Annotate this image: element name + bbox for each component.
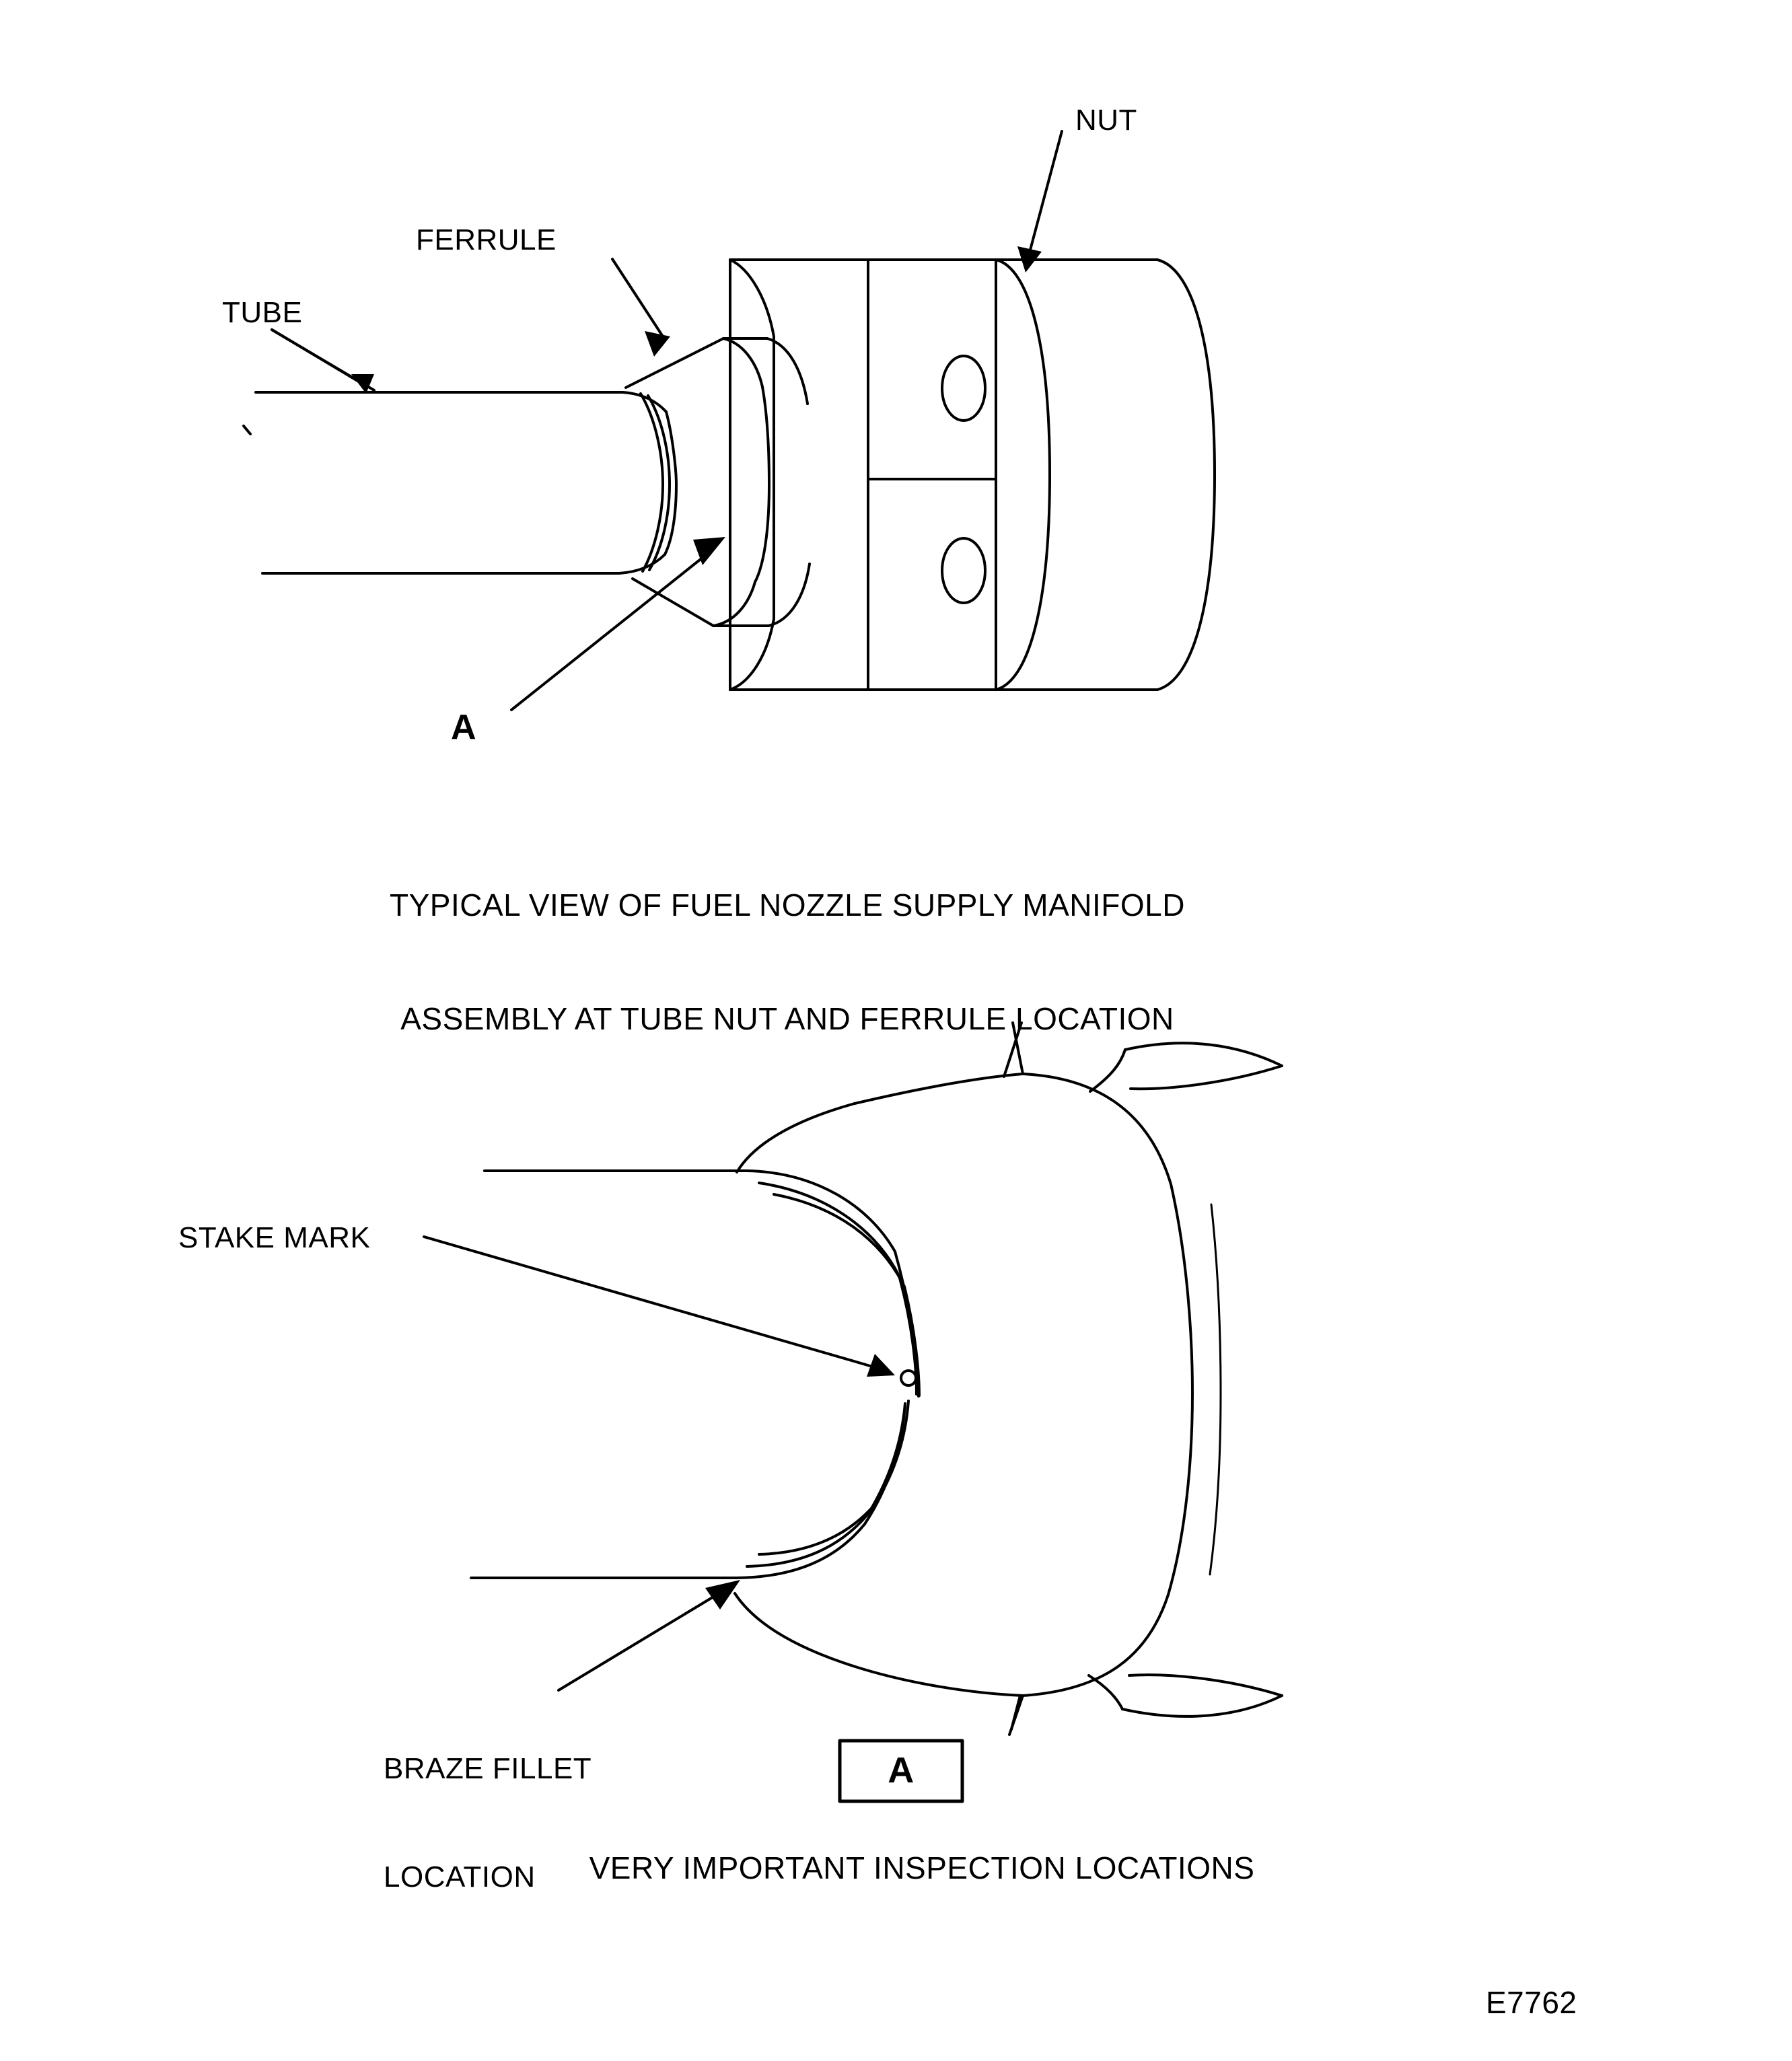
tube-tick — [244, 426, 250, 434]
callout-ferrule: FERRULE — [416, 223, 557, 256]
callout-stake-mark: STAKE MARK — [178, 1221, 371, 1254]
tube-outline — [256, 392, 622, 573]
detail-a-label-container — [840, 1741, 962, 1801]
upper-view-caption — [0, 811, 1575, 1113]
figure-id-code: E7762 — [1486, 1985, 1577, 2020]
leader-ferrule — [612, 259, 670, 357]
callout-braze-fillet — [384, 1679, 592, 1967]
braze-fillet-line-1: BRAZE FILLET — [384, 1752, 592, 1786]
leader-braze-fillet — [559, 1580, 740, 1690]
detail-a-geometry — [471, 1023, 1282, 1735]
callout-nut: NUT — [1075, 104, 1137, 137]
lower-view-caption: VERY IMPORTANT INSPECTION LOCATIONS — [589, 1850, 1255, 1885]
leader-detail-a-upper — [511, 537, 725, 710]
ferrule-outline — [619, 338, 810, 626]
callout-detail-a-upper: A — [451, 708, 477, 747]
braze-fillet-line-2: LOCATION — [384, 1860, 536, 1894]
detail-a-label: A — [888, 1750, 915, 1791]
leader-nut — [1017, 131, 1062, 273]
nut-outline — [730, 260, 1215, 690]
upper-caption-line-1: TYPICAL VIEW OF FUEL NOZZLE SUPPLY MANIFOLD — [390, 888, 1185, 923]
callout-tube: TUBE — [222, 296, 303, 329]
upper-caption-line-2: ASSEMBLY AT TUBE NUT AND FERRULE LOCATION — [400, 1001, 1174, 1036]
leader-stake-mark — [424, 1237, 895, 1377]
stake-mark-point — [901, 1371, 916, 1385]
leader-tube — [272, 330, 374, 394]
